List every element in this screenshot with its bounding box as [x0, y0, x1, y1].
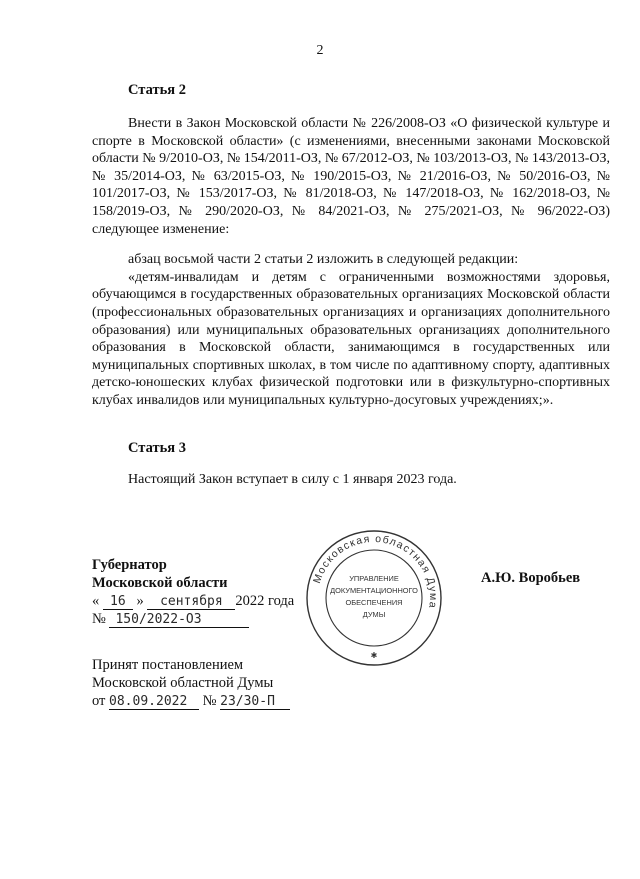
date-month: сентября: [147, 595, 235, 610]
adoption-number: 23/30-П: [220, 695, 290, 710]
article-3-body: [92, 471, 610, 489]
law-number: 150/2022-ОЗ: [109, 613, 249, 628]
adoption-from-label: от: [92, 693, 106, 709]
page-number: 2: [316, 43, 324, 58]
adoption-line-1: Принят постановлением: [92, 657, 244, 673]
date-close-quote: »: [136, 593, 144, 609]
article-3-heading: Статья 3: [128, 440, 186, 456]
adoption-line-2: Московской областной Думы: [92, 675, 274, 691]
article-2-new-text: «детям-инвалидам и детям с ограниченными возможностями здоровья, обучающимся в государственных образовательных организациях Московской области (профессиональных образовательных организациях и организациях дополнительного образования) или муниципальных образовательных организациях дополнительного образования в Московской области, занимающимся в государственных или муниципальных спортивных школах, в том числе по адаптивному спорту, адаптивных детско-юношеских клубах физической подготовки или в физкультурно-спортивных клубах инвалидов или муниципальных культурно-досуговых учреждениях;».: [92, 269, 610, 408]
law-number-line: [92, 610, 294, 628]
signer-name: А.Ю. Воробьев: [481, 570, 581, 586]
stamp-line-1: УПРАВЛЕНИЕ: [349, 574, 399, 583]
adoption-date: 08.09.2022: [109, 695, 199, 710]
stamp-line-2: ДОКУМЕНТАЦИОННОГО: [330, 586, 418, 595]
article-3-text: Настоящий Закон вступает в силу с 1 января 2023 года.: [128, 472, 457, 487]
governor-region: Московской области: [92, 575, 228, 591]
adoption-block: [92, 656, 290, 710]
article-2-instruction: абзац восьмой части 2 статьи 2 изложить в следующей редакции:: [128, 252, 519, 268]
article-2-intro: Внести в Закон Московской области № 226/2008-ОЗ «О физической культуре и спорте в Московской области» (с изменениями, внесенными законами Московской области № 9/2010-ОЗ, № 154/2011-ОЗ, № 67/2012-ОЗ, № 103/2013-ОЗ, № 143/2013-ОЗ, № 35/2014-ОЗ, № 63/2015-ОЗ, № 190/2015-ОЗ, № 21/2016-ОЗ, № 50/2016-ОЗ, № 101/2017-ОЗ, № 153/2017-ОЗ, № 81/2018-ОЗ, № 147/2018-ОЗ, № 162/2018-ОЗ, № 158/2019-ОЗ, № 290/2020-ОЗ, № 84/2021-ОЗ, № 275/2021-ОЗ, № 96/2022-ОЗ) следующее изменение:: [92, 116, 610, 237]
stamp-line-3: ОБЕСПЕЧЕНИЯ: [345, 598, 403, 607]
official-stamp: [304, 528, 444, 668]
stamp-line-4: ДУМЫ: [362, 610, 386, 619]
article-2-body: [92, 115, 610, 410]
law-number-sign: №: [92, 611, 106, 627]
adoption-date-line: [92, 692, 290, 710]
article-2-heading: Статья 2: [128, 82, 186, 98]
governor-signature-block: [92, 556, 294, 628]
governor-title: Губернатор: [92, 557, 167, 573]
stamp-ring-text: Московская областная Дума: [311, 532, 440, 610]
stamp-star-icon: ✱: [370, 651, 378, 660]
signing-date: [92, 592, 294, 610]
adoption-number-sign: №: [202, 693, 217, 709]
date-day: 16: [103, 595, 133, 610]
date-open-quote: «: [92, 593, 100, 609]
date-year: 2022 года: [235, 593, 295, 609]
